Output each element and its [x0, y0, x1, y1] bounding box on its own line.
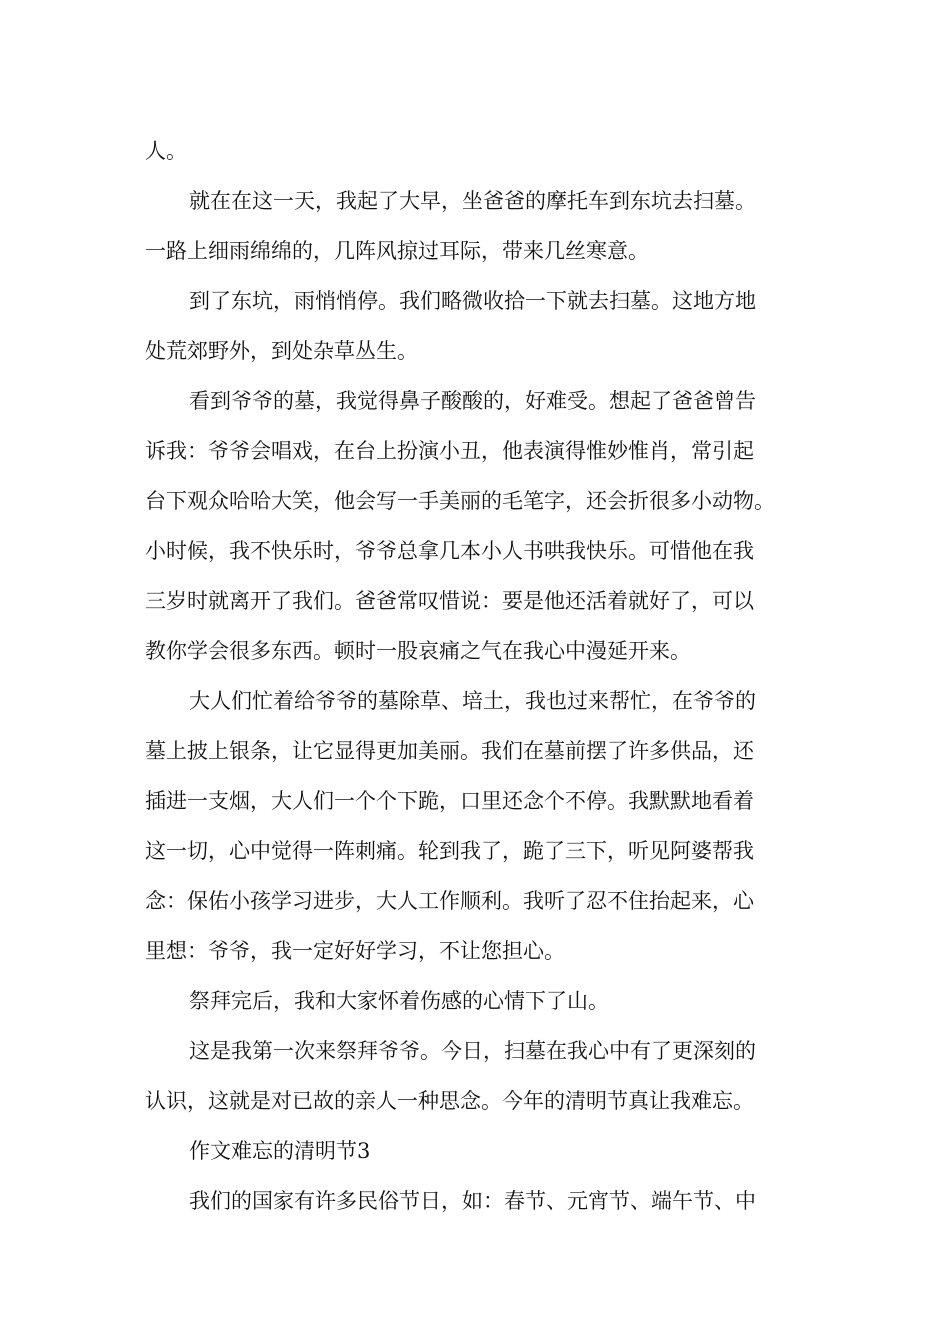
text-line: 认识，这就是对已故的亲人一种思念。今年的清明节真让我难忘。 — [145, 1089, 754, 1113]
text-line: 祭拜完后，我和大家怀着伤感的心情下了山。 — [189, 989, 609, 1013]
text-line: 就在在这一天，我起了大早，坐爸爸的摩托车到东坑去扫墓。 — [189, 189, 756, 213]
text-line: 插进一支烟，大人们一个个下跪，口里还念个不停。我默默地看着 — [145, 789, 754, 813]
text-line: 三岁时就离开了我们。爸爸常叹惜说：要是他还活着就好了，可以 — [145, 589, 754, 613]
text-line: 一路上细雨绵绵的，几阵风掠过耳际，带来几丝寒意。 — [145, 239, 649, 263]
text-line: 人。 — [145, 139, 187, 163]
text-line: 这是我第一次来祭拜爷爷。今日，扫墓在我心中有了更深刻的 — [189, 1039, 756, 1063]
text-line: 念：保佑小孩学习进步，大人工作顺利。我听了忍不住抬起来，心 — [145, 889, 754, 913]
text-line: 处荒郊野外，到处杂草丛生。 — [145, 339, 418, 363]
text-line: 台下观众哈哈大笑，他会写一手美丽的毛笔字，还会折很多小动物。 — [145, 489, 775, 513]
text-line: 小时候，我不快乐时，爷爷总拿几本小人书哄我快乐。可惜他在我 — [145, 539, 754, 563]
text-line: 到了东坑，雨悄悄停。我们略微收拾一下就去扫墓。这地方地 — [189, 289, 756, 313]
text-line: 教你学会很多东西。顿时一股哀痛之气在我心中漫延开来。 — [145, 639, 691, 663]
text-line: 墓上披上银条，让它显得更加美丽。我们在墓前摆了许多供品，还 — [145, 739, 754, 763]
text-line: 大人们忙着给爷爷的墓除草、培土，我也过来帮忙，在爷爷的 — [189, 689, 756, 713]
section-heading: 作文难忘的清明节3 — [189, 1139, 371, 1163]
text-line: 这一切，心中觉得一阵刺痛。轮到我了，跪了三下，听见阿婆帮我 — [145, 839, 754, 863]
essay-body — [145, 126, 815, 1226]
text-line: 看到爷爷的墓，我觉得鼻子酸酸的，好难受。想起了爸爸曾告 — [189, 389, 756, 413]
text-line: 我们的国家有许多民俗节日，如：春节、元宵节、端午节、中 — [189, 1189, 756, 1213]
text-line: 里想：爷爷，我一定好好学习，不让您担心。 — [145, 939, 565, 963]
text-line: 诉我：爷爷会唱戏，在台上扮演小丑，他表演得惟妙惟肖，常引起 — [145, 439, 754, 463]
